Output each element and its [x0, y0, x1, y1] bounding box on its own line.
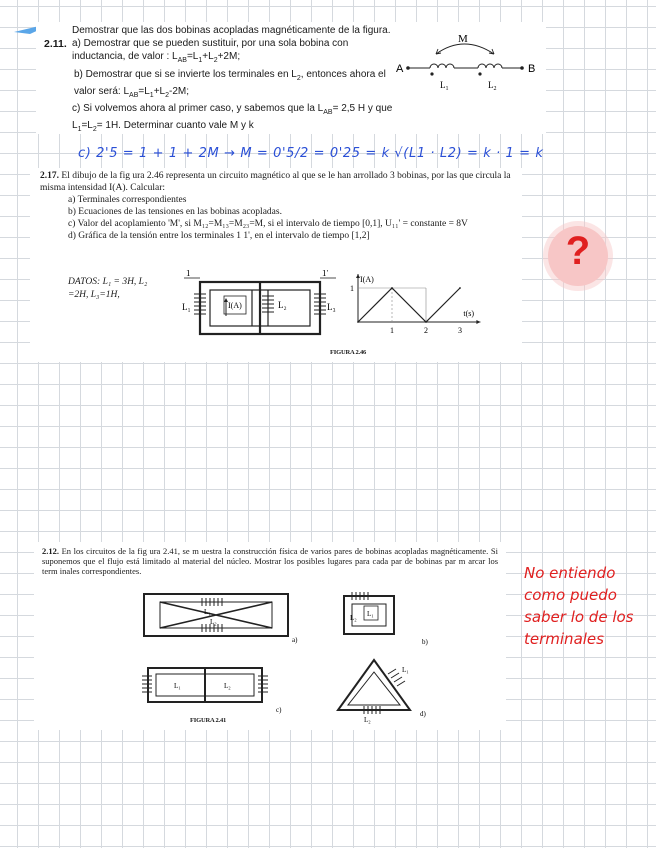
mutual-label: M [458, 33, 468, 45]
problem-2-11-c3: = 1H. Determinar cuanto vale M y k [96, 120, 254, 132]
problem-2-12-text [42, 546, 498, 576]
current-point-2 [425, 321, 427, 323]
y-tick-1: 1 [350, 284, 354, 293]
fig-b-label: b) [422, 638, 428, 646]
current-point-3 [459, 287, 461, 289]
terminal-1-prime-label: 1' [322, 270, 329, 278]
problem-2-11-c: c) Si volvemos ahora al primer caso, y sabemos que la L [72, 103, 324, 115]
fig-c-label: c) [276, 706, 282, 714]
svg-text:L2: $L_2$ [488, 80, 497, 92]
problem-2-17-datos: DATOS: L₁ = 3H, L₂ =2H, L₃=1H, [68, 277, 148, 300]
current-series-line [358, 288, 460, 322]
problem-2-12-number: 2.12. [42, 546, 59, 556]
fig-c-l1: L₁ [174, 682, 181, 690]
fig-b-l1: L₁ [367, 610, 374, 618]
problem-2-11-b2: , entonces ahora el valor será: L [74, 68, 386, 97]
fig-a-label: a) [292, 636, 298, 644]
question-badge[interactable] [548, 226, 608, 286]
x-axis-label: t(s) [463, 309, 475, 318]
current-graph [344, 270, 494, 342]
current-label: I(A) [228, 301, 242, 310]
coil-l1-label: L [440, 80, 446, 90]
current-point-0 [357, 321, 359, 323]
note-line-2: como puedo [524, 586, 617, 604]
fig-a-l2: L₂ [210, 618, 217, 626]
coupled-coils-figure [394, 28, 542, 98]
coil-l1-label: L₁ [182, 302, 191, 312]
terminal-a-label: A [396, 63, 404, 75]
problem-2-11-b: b) Demostrar que si se invierte los terminales en L [74, 68, 297, 80]
problem-2-17-intro: El dibujo de la fig ura 2.46 representa un circuito magnético al que se le han arrollado 3 bobinas, por las que circula la misma intensidad I(A). Calcular: [40, 171, 511, 193]
problem-2-17-number: 2.17. [40, 171, 59, 181]
y-axis-label: I(A) [360, 275, 374, 284]
coil-l2-label: L₂ [278, 300, 287, 310]
problem-2-17-c: c) Valor del acoplamiento 'M', si M₁₂=M₁₃=M₂₃=M, si el intervalo de tiempo [0,1], U₁₁' = constante = 8V [68, 219, 468, 229]
note-line-1: No entiendo [524, 564, 616, 582]
problem-2-17-d: d) Gráfica de la tensión entre los terminales 1 1', en el intervalo de tiempo [1,2] [68, 231, 370, 241]
figure-2-46-caption: FIGURA 2.46 [330, 349, 367, 356]
magnetic-circuit-figure [180, 270, 340, 346]
coil-l2-label: L [488, 80, 494, 90]
fig-c-l2: L₂ [224, 682, 231, 690]
terminal-b-label: B [528, 63, 536, 75]
handwritten-note [524, 562, 654, 650]
problem-2-11-number: 2.11. [44, 38, 67, 50]
fig-b-l2: L₂ [350, 614, 357, 622]
fig-d-l2: L₂ [364, 716, 371, 724]
x-tick-1: 1 [390, 326, 394, 335]
fig-d-l1: L₁ [402, 666, 409, 674]
coil-l3-label: L₃ [327, 302, 336, 312]
current-point-1 [391, 287, 393, 289]
problem-2-11-c2: = 2,5 H y que L [72, 103, 393, 132]
problem-2-11-a: a) Demostrar que se pueden sustituir, por una sola bobina con inductancia, de valor : L [72, 38, 349, 63]
handwritten-solution: c) 2'5 = 1 + 1 + 2M → M = 0'5/2 = 0'25 = k √(L1 · L2) = k · 1 = k [78, 146, 544, 161]
problem-2-11-intro: Demostrar que las dos bobinas acopladas magnéticamente de la figura. [72, 25, 391, 36]
terminal-1-label: 1 [186, 270, 191, 278]
x-tick-3: 3 [458, 326, 462, 335]
problem-2-17-text [40, 170, 512, 242]
question-mark-icon: ? [565, 229, 591, 273]
note-line-3: saber lo de los [524, 608, 634, 626]
fig-a-l1: L₁ [204, 608, 211, 616]
figure-2-41-caption: FIGURA 2.41 [190, 717, 227, 724]
svg-text:L1: $L_1$ [440, 80, 449, 92]
problem-2-12-intro: En los circuitos de la fig ura 2.41, se m uestra la construcción física de varios pares de bobinas acopladas magnéticamente. Si suponemos que el flujo está limitado al material del núcleo. Mostrar los posibles lugares para cada par de bobinas par m arcar los term inales correspondientes. [42, 546, 498, 576]
x-axis-arrow [476, 320, 480, 324]
problem-2-17-b: b) Ecuaciones de las tensiones en las bobinas acopladas. [68, 207, 282, 217]
fig-d-label: d) [420, 710, 426, 718]
problem-2-17-a: a) Terminales correspondientes [68, 195, 187, 205]
problem-2-11-text: Demostrar que las dos bobinas acopladas magnéticamente de la figura. a) Demostrar que se pueden sustituir, por una sola bobina con inductancia, de valor : $L_{AB}=L_1+L_2+2M$; b) Demostrar que si se invierte los terminales en $L_2$, entonces ahora el valor será: $L_{AB}=L_1+L_2-2M$; c) Si volvemos ahora al primer caso, y sabemos que la $L_{AB}= 2,5$ H y que $L_1=L_2= 1H$. Determinar cuanto vale M y k [72, 25, 393, 134]
figure-2-41 [138, 588, 438, 728]
x-tick-2: 2 [424, 326, 428, 335]
note-line-4: terminales [524, 630, 604, 648]
